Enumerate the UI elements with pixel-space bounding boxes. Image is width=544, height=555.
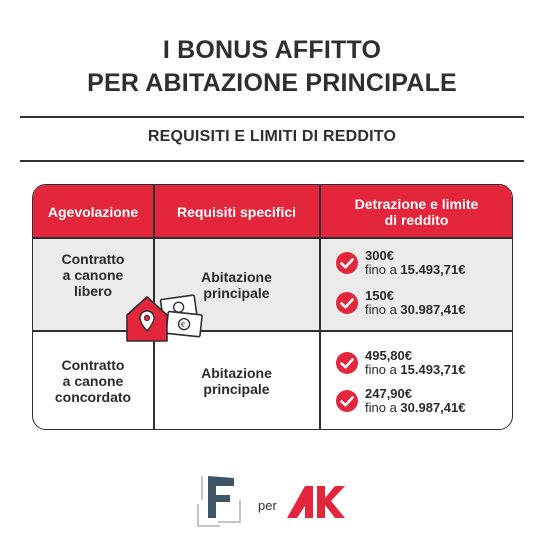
bonus-table: [32, 184, 513, 430]
f-logo-icon: [196, 474, 248, 528]
check-circle-icon: [335, 291, 359, 315]
page-title: [0, 34, 544, 100]
row-2-detrazione-2: [335, 387, 466, 415]
section-subtitle: REQUISITI E LIMITI DI REDDITO: [147, 128, 397, 145]
row-1-requisiti-line2: principale: [203, 285, 270, 301]
detrazione-limit: [365, 303, 466, 317]
row-1-detrazione-2: [335, 289, 466, 317]
check-circle-icon: [335, 389, 359, 413]
detrazione-amount: 247,90€: [365, 386, 412, 401]
bottom-divider: [20, 160, 524, 162]
title-line-2: PER ABITAZIONE PRINCIPALE: [87, 69, 457, 97]
detrazione-limit: [365, 263, 466, 277]
row-2-requisiti-line1: Abitazione: [201, 365, 272, 381]
row-2-requisiti-line2: principale: [203, 381, 270, 397]
row-2-agevolazione-line2: a canone: [62, 373, 124, 389]
row-1-agevolazione-line2: a canone: [62, 267, 124, 283]
limit-prefix: fino a: [365, 302, 401, 317]
row-1-agevolazione-line3: libero: [73, 283, 113, 299]
row-2-requisiti: [154, 331, 319, 430]
footer-connector: per: [258, 498, 277, 513]
limit-value: 15.493,71€: [400, 362, 466, 377]
row-2-agevolazione-line3: concordato: [54, 389, 132, 405]
detrazione-text: [365, 289, 466, 317]
limit-prefix: fino a: [365, 400, 401, 415]
detrazione-text: [365, 249, 466, 277]
detrazione-limit: [365, 363, 466, 377]
limit-prefix: fino a: [365, 362, 401, 377]
limit-prefix: fino a: [365, 262, 401, 277]
detrazione-amount: 150€: [365, 288, 394, 303]
row-2-agevolazione-line1: Contratto: [61, 357, 125, 373]
check-circle-icon: [335, 251, 359, 275]
detrazione-amount: 300€: [365, 248, 394, 263]
top-divider: [20, 116, 524, 118]
check-circle-icon: [335, 351, 359, 375]
ak-logo-icon: [287, 484, 347, 520]
limit-value: 30.987,41€: [400, 302, 466, 317]
header-agevolazione: Agevolazione: [47, 203, 139, 220]
header-requisiti: Requisiti specifici: [176, 203, 297, 220]
limit-value: 15.493,71€: [400, 262, 466, 277]
svg-text:€: €: [180, 321, 186, 330]
detrazione-amount: 495,80€: [365, 348, 412, 363]
header-detrazione: [320, 185, 513, 238]
row-1-detrazione-1: [335, 249, 466, 277]
limit-value: 30.987,41€: [400, 400, 466, 415]
detrazione-text: [365, 387, 466, 415]
detrazione-text: [365, 349, 466, 377]
header-detrazione-line2: di reddito: [384, 211, 449, 228]
detrazione-limit: [365, 401, 466, 415]
row-2-detrazione-1: [335, 349, 466, 377]
title-line-1: I BONUS AFFITTO: [162, 36, 382, 64]
row-1-agevolazione-line1: Contratto: [61, 251, 125, 267]
row-1-requisiti-line1: Abitazione: [201, 269, 272, 285]
header-detrazione-line1: Detrazione e limite: [354, 195, 479, 212]
row-2-agevolazione: [33, 331, 153, 430]
